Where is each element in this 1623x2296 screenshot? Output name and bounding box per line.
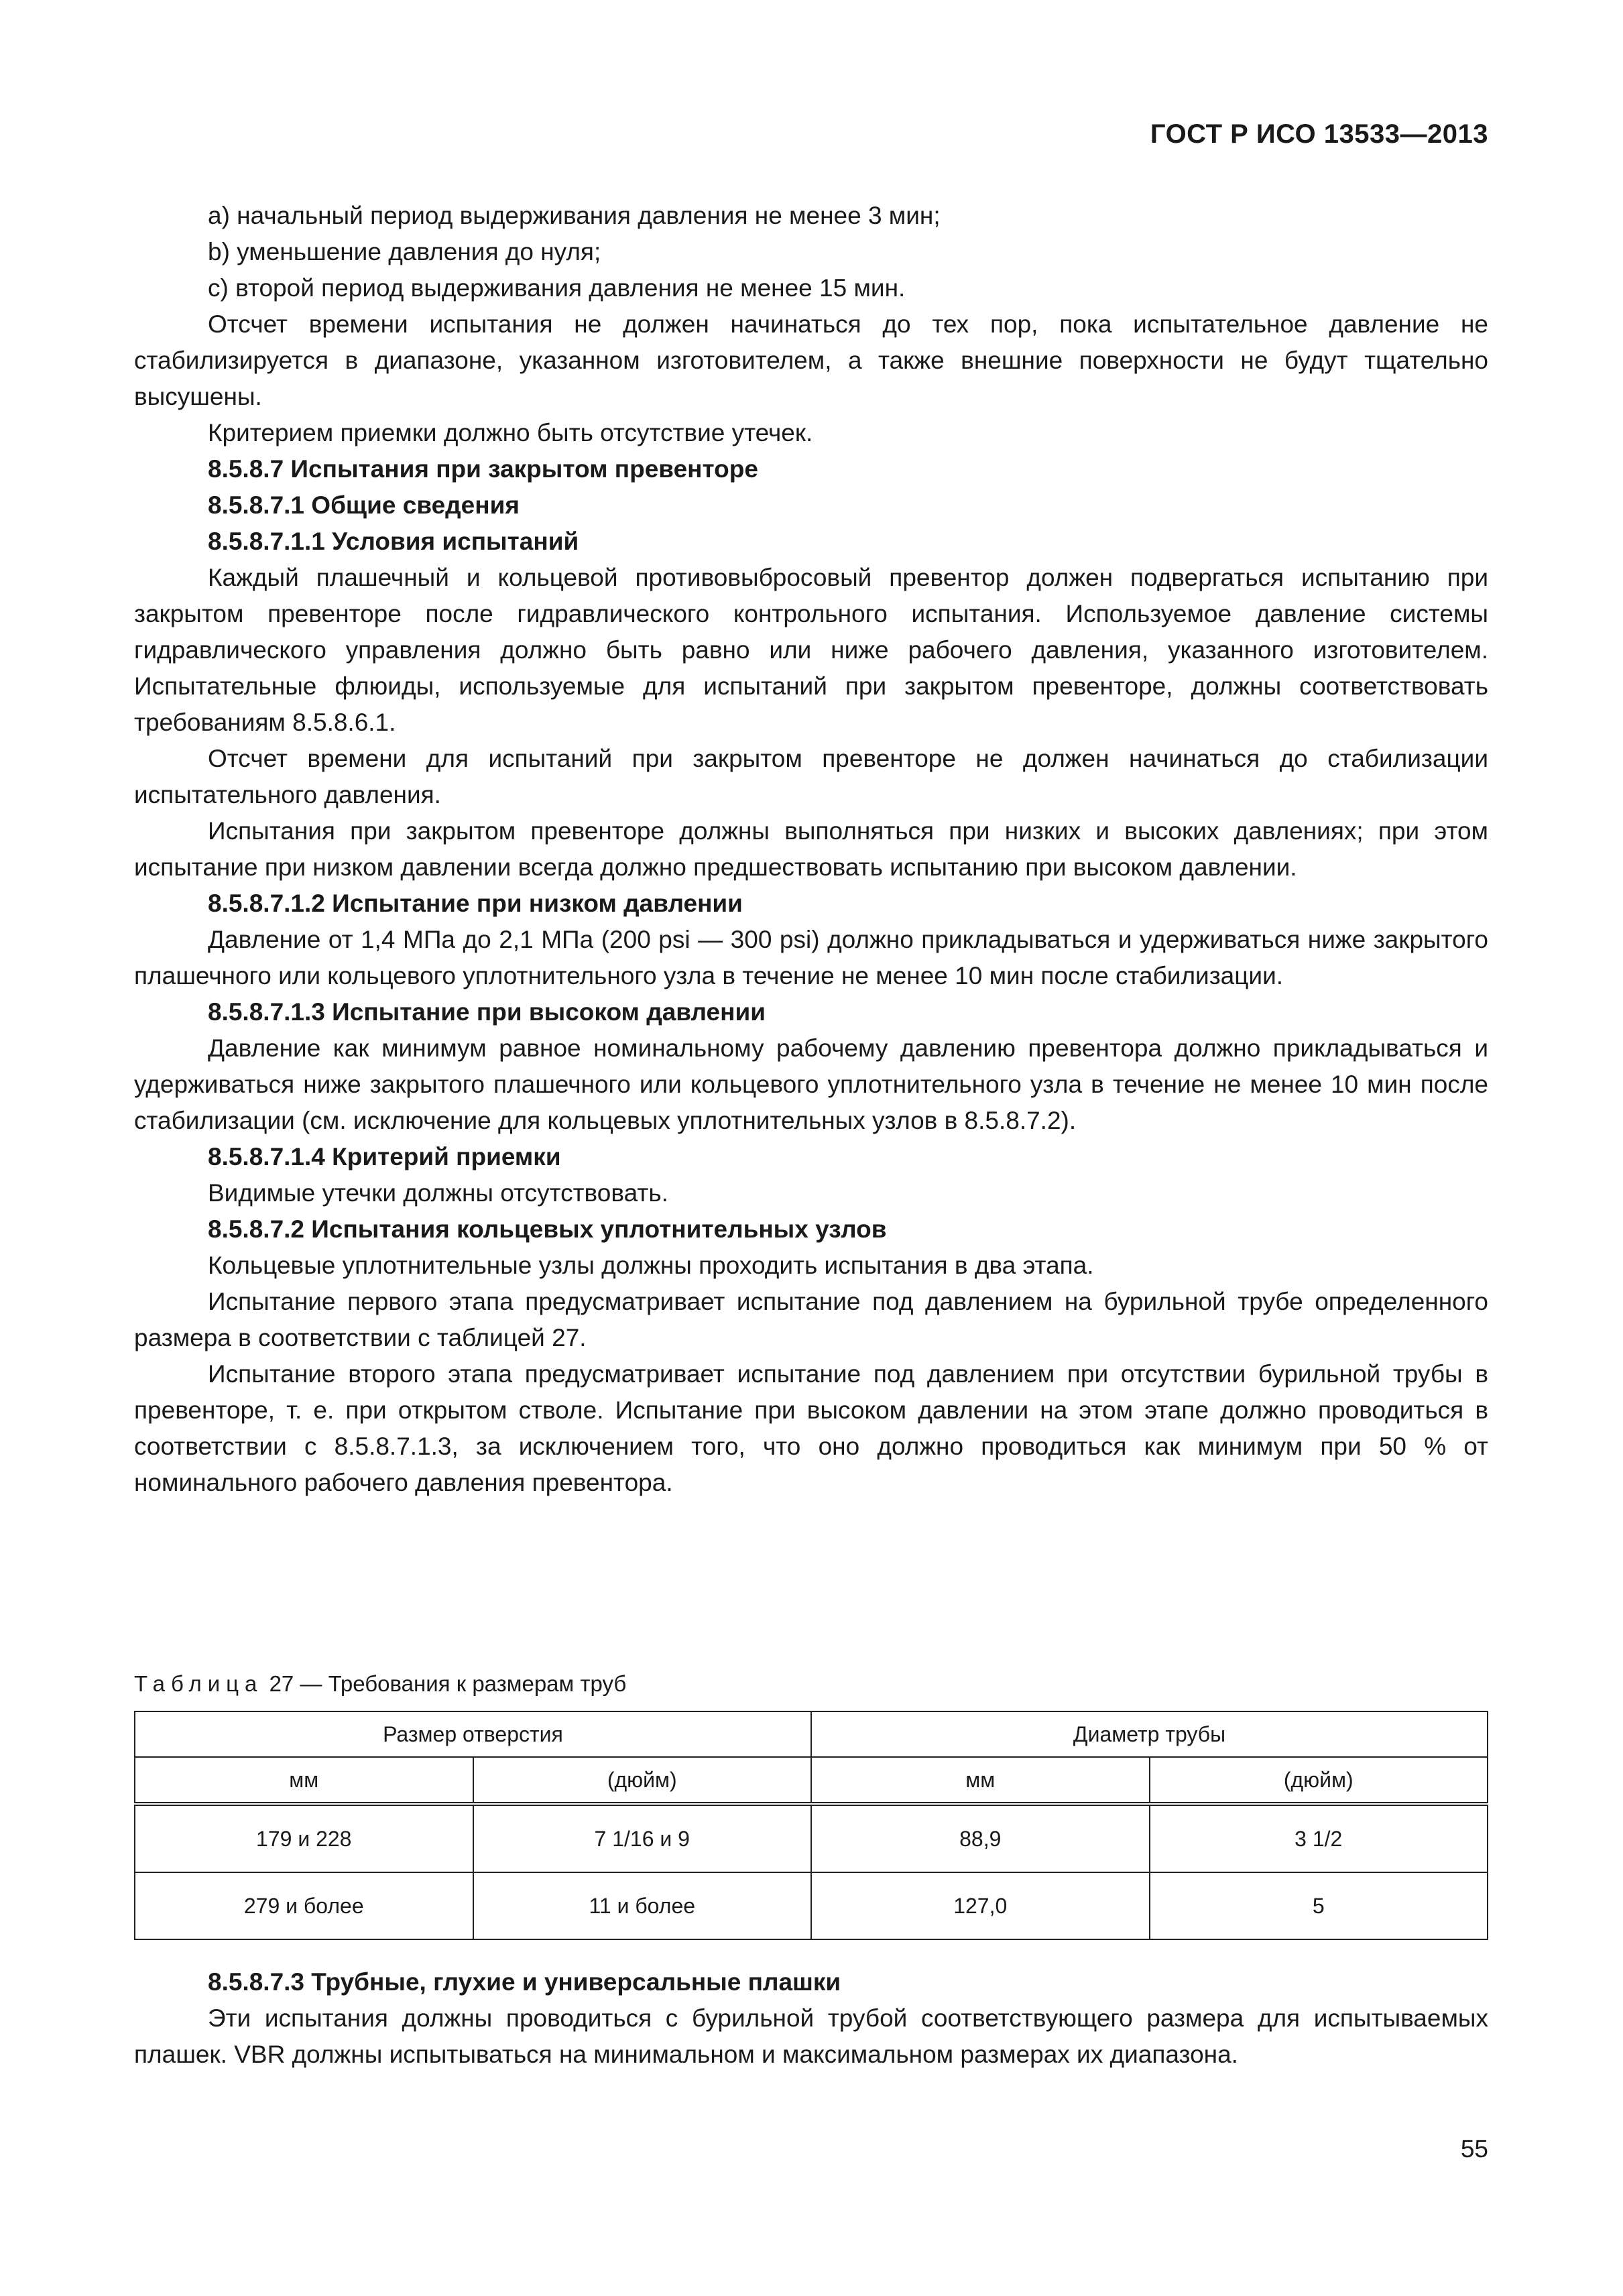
list-item-a: a) начальный период выдерживания давления не менее 3 мин; [208, 202, 941, 229]
column-group-header-bore: Размер отверстия [135, 1711, 811, 1757]
table-caption [134, 1669, 626, 1699]
column-header: мм [135, 1757, 473, 1804]
paragraph: Критерием приемки должно быть отсутствие утечек. [208, 419, 813, 446]
table-row [135, 1804, 1488, 1872]
paragraph: Испытание второго этапа предусматривает испытание под давлением при отсутствии бурильной трубы в превенторе, т. е. при открытом стволе. Испытание при высоком давлении на этом этапе должно проводиться в соответствии с 8.5.8.7.1.3, за исключением того, что оно должно проводиться как минимум при 50 % от номинального рабочего давления превентора. [134, 1360, 1488, 1496]
table-caption-label: Таблица [134, 1671, 263, 1696]
table-cell: 7 1/16 и 9 [473, 1804, 812, 1872]
section-heading: 8.5.8.7.2 Испытания кольцевых уплотнительных узлов [208, 1215, 887, 1243]
column-header: мм [811, 1757, 1150, 1804]
section-heading: 8.5.8.7.1.1 Условия испытаний [208, 528, 579, 555]
section-heading: 8.5.8.7.1.3 Испытание при высоком давлении [208, 998, 766, 1026]
document-page [134, 0, 1488, 2296]
table-cell: 88,9 [811, 1804, 1150, 1872]
document-code-header: ГОСТ Р ИСО 13533—2013 [1150, 119, 1488, 149]
section-heading: 8.5.8.7.3 Трубные, глухие и универсальные плашки [208, 1968, 841, 1996]
paragraph: Каждый плашечный и кольцевой противовыбросовый превентор должен подвергаться испытанию при закрытом превенторе после гидравлического контрольного испытания. Используемое давление системы гидравлического управления должно быть равно или ниже рабочего давления, указанного изготовителем. Испытательные флюиды, используемые для испытаний при закрытом превенторе, должны соответствовать требованиям 8.5.8.6.1. [134, 564, 1488, 736]
section-heading: 8.5.8.7.1.2 Испытание при низком давлении [208, 890, 743, 917]
main-text [134, 198, 1488, 1501]
paragraph: Отсчет времени для испытаний при закрытом превенторе не должен начинаться до стабилизации испытательного давления. [134, 745, 1488, 808]
page-number: 55 [1460, 2135, 1488, 2163]
paragraph: Давление от 1,4 МПа до 2,1 МПа (200 psi — 300 psi) должно прикладываться и удерживаться ниже закрытого плашечного или кольцевого уплотнительного узла в течение не менее 10 мин после стабилизации. [134, 926, 1488, 989]
column-group-header-pipe: Диаметр трубы [811, 1711, 1488, 1757]
paragraph: Отсчет времени испытания не должен начинаться до тех пор, пока испытательное давление не стабилизируется в диапазоне, указанном изготовителем, а также внешние поверхности не будут тщательно высушены. [134, 310, 1488, 410]
column-header: (дюйм) [473, 1757, 812, 1804]
section-heading: 8.5.8.7.1.4 Критерий приемки [208, 1143, 561, 1170]
table-cell: 3 1/2 [1150, 1804, 1488, 1872]
post-table-text [134, 1964, 1488, 2073]
table-cell: 5 [1150, 1872, 1488, 1939]
paragraph: Видимые утечки должны отсутствовать. [208, 1179, 668, 1207]
paragraph: Испытание первого этапа предусматривает испытание под давлением на бурильной трубе определенного размера в соответствии с таблицей 27. [134, 1288, 1488, 1351]
pipe-size-table [134, 1711, 1488, 1940]
table-caption-title: 27 — Требования к размерам труб [269, 1671, 627, 1696]
table-cell: 11 и более [473, 1872, 812, 1939]
table-cell: 127,0 [811, 1872, 1150, 1939]
paragraph: Давление как минимум равное номинальному рабочему давлению превентора должно прикладываться и удерживаться ниже закрытого плашечного или кольцевого уплотнительного узла в течение не менее 10 мин после стабилизации (см. исключение для кольцевых уплотнительных узлов в 8.5.8.7.2). [134, 1034, 1488, 1134]
table-cell: 179 и 228 [135, 1804, 473, 1872]
table-cell: 279 и более [135, 1872, 473, 1939]
section-heading: 8.5.8.7.1 Общие сведения [208, 491, 520, 519]
paragraph: Испытания при закрытом превенторе должны выполняться при низких и высоких давлениях; при этом испытание при низком давлении всегда должно предшествовать испытанию при высоком давлении. [134, 817, 1488, 881]
paragraph: Кольцевые уплотнительные узлы должны проходить испытания в два этапа. [208, 1252, 1094, 1279]
column-header: (дюйм) [1150, 1757, 1488, 1804]
section-heading: 8.5.8.7 Испытания при закрытом превенторе [208, 455, 758, 483]
paragraph: Эти испытания должны проводиться с бурильной трубой соответствующего размера для испытываемых плашек. VBR должны испытываться на минимальном и максимальном размерах их диапазона. [134, 2004, 1488, 2068]
table-row [135, 1872, 1488, 1939]
list-item-c: c) второй период выдерживания давления не менее 15 мин. [208, 274, 906, 302]
list-item-b: b) уменьшение давления до нуля; [208, 238, 601, 265]
